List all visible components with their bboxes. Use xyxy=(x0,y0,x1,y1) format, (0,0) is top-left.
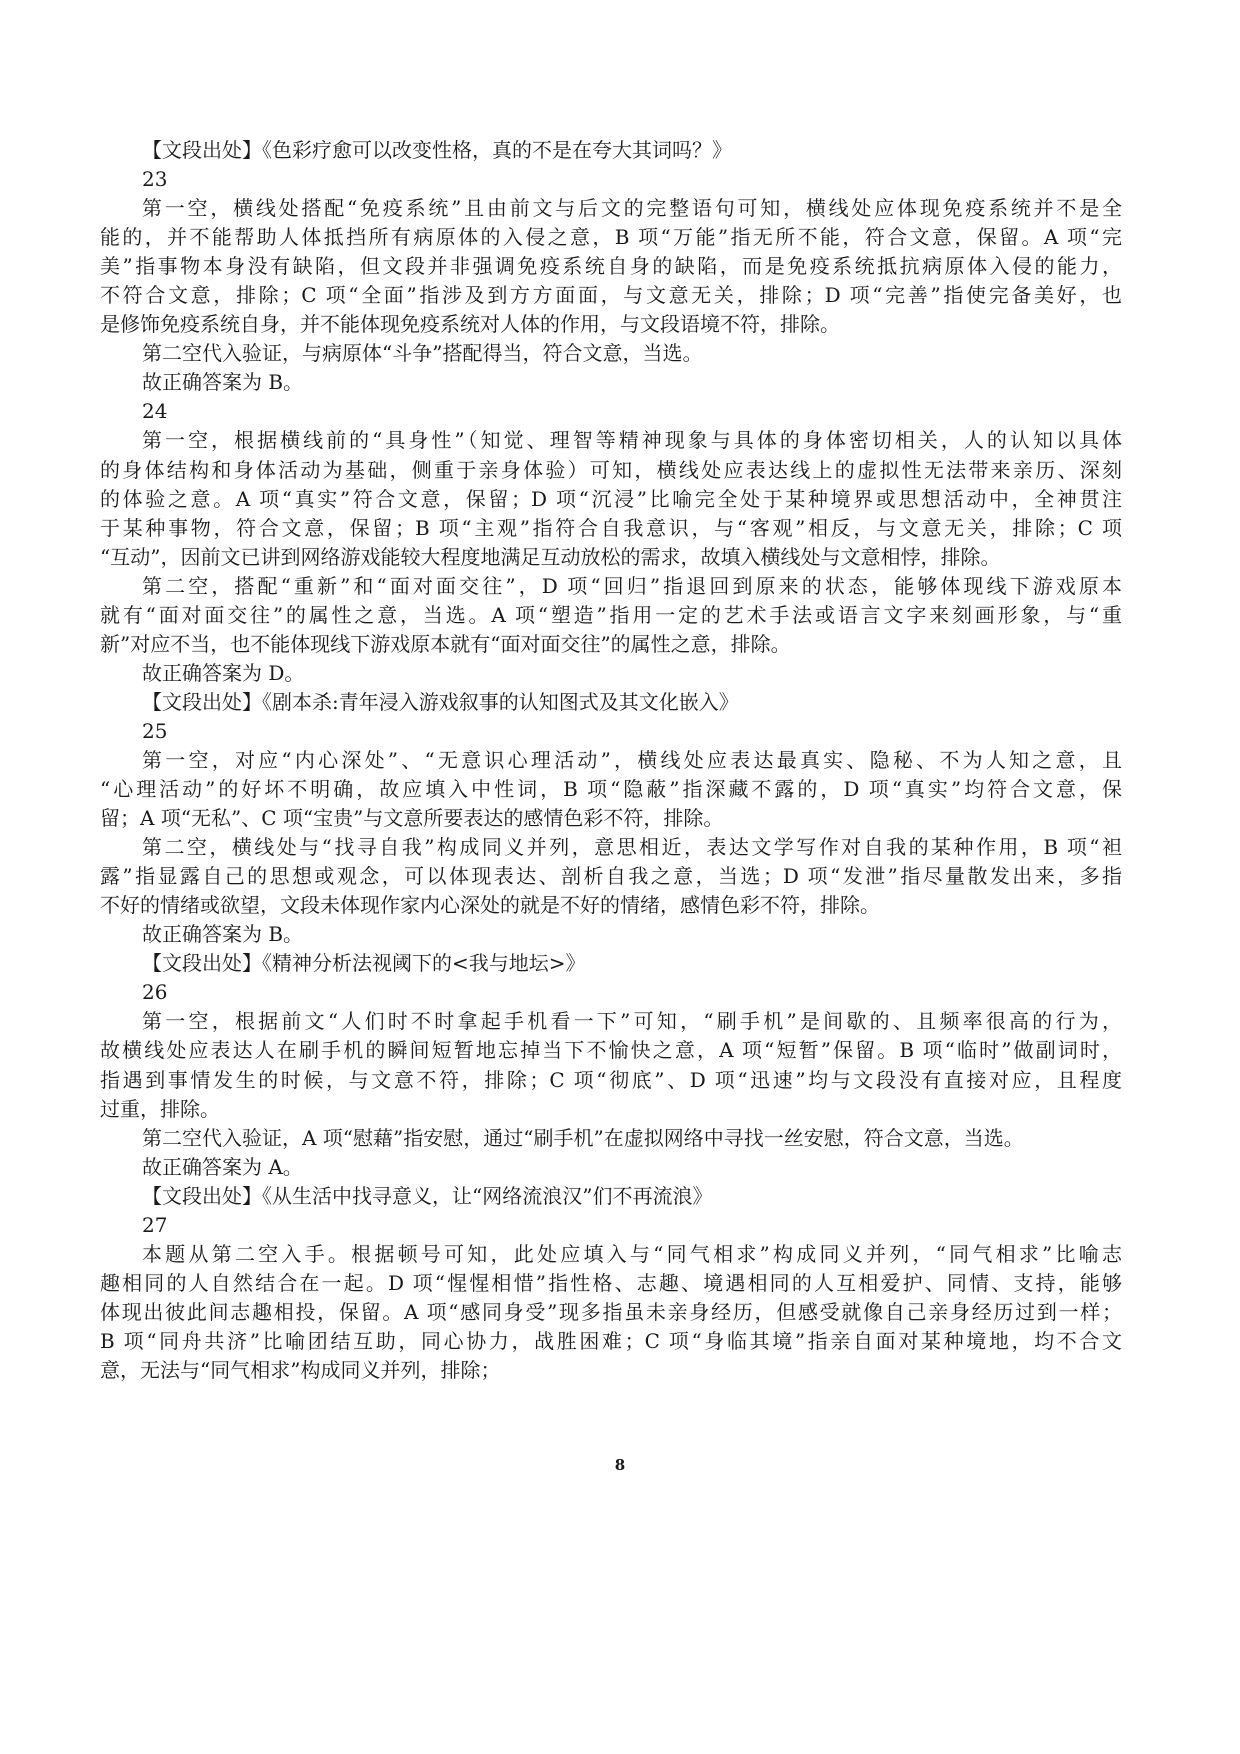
explanation-paragraph xyxy=(100,746,1122,833)
text-line: “互动”，因前文已讲到网络游戏能较大程度地满足互动放松的需求，故填入横线处与文意相悖，排除。 xyxy=(100,544,1001,569)
text-line: 23 xyxy=(142,167,168,192)
page-number: 8 xyxy=(614,1456,626,1474)
question-number xyxy=(100,397,1122,426)
text-line: 第一空，横线处搭配“免疫系统”且由前文与后文的完整语句可知，横线处应体现免疫系统并不是全 xyxy=(142,196,1122,221)
text-line: 第一空，根据前文“人们时不时拿起手机看一下”可知，“刷手机”是间歇的、且频率很高的行为， xyxy=(142,1009,1122,1034)
question-number xyxy=(100,1211,1122,1240)
text-line: 趣相同的人自然结合在一起。D 项“惺惺相惜”指性格、志趣、境遇相同的人互相爱护、同情、支持，能够 xyxy=(100,1270,1122,1295)
text-line: 意，无法与“同气相求”构成同义并列，排除； xyxy=(100,1357,501,1382)
text-line: 第一空，根据横线前的“具身性”（知觉、理智等精神现象与具体的身体密切相关，人的认知以具体 xyxy=(142,428,1122,453)
text-line: 就有“面对面交往”的属性之意，当选。A 项“塑造”指用一定的艺术手法或语言文字来刻画形象，与“重 xyxy=(100,602,1122,627)
source-citation xyxy=(100,136,1122,165)
question-number xyxy=(100,717,1122,746)
text-line: 的体验之意。A 项“真实”符合文意，保留；D 项“沉浸”比喻完全处于某种境界或思想活动中，全神贯注 xyxy=(100,486,1122,511)
text-line: 不符合文意，排除；C 项“全面”指涉及到方方面面，与文意无关，排除；D 项“完善”指使完备美好，也 xyxy=(100,283,1122,308)
text-line: 留；A 项“无私”、C 项“宝贵”与文意所要表达的感情色彩不符，排除。 xyxy=(100,806,724,831)
text-line: 于某种事物，符合文意，保留；B 项“主观”指符合自我意识，与“客观”相反，与文意无关，排除；C 项 xyxy=(100,515,1122,540)
text-line: 不好的情绪或欲望，文段未体现作家内心深处的就是不好的情绪，感情色彩不符，排除。 xyxy=(100,893,880,918)
text-line: 的身体结构和身体活动为基础，侧重于亲身体验）可知，横线处应表达线上的虚拟性无法带来亲历、深刻 xyxy=(100,457,1122,482)
answer-line xyxy=(100,659,1122,688)
text-line: 故横线处应表达人在刷手机的瞬间短暂地忘掉当下不愉快之意，A 项“短暂”保留。B 项“临时”做副词时， xyxy=(100,1038,1122,1063)
text-line: B 项“同舟共济”比喻团结互助，同心协力，战胜困难；C 项“身临其境”指亲自面对某种境地，均不合文 xyxy=(100,1328,1122,1353)
text-line: 美”指事物本身没有缺陷，但文段并非强调免疫系统自身的缺陷，而是免疫系统抵抗病原体入侵的能力， xyxy=(100,254,1122,279)
text-line: 【文段出处】《剧本杀:青年浸入游戏叙事的认知图式及其文化嵌入》 xyxy=(142,689,739,714)
text-line: 故正确答案为 B。 xyxy=(142,922,304,947)
text-line: 能的，并不能帮助人体抵挡所有病原体的入侵之意，B 项“万能”指无所不能，符合文意，保留。A 项“完 xyxy=(100,225,1122,250)
text-line: 26 xyxy=(142,980,168,1005)
text-line: 25 xyxy=(142,718,168,743)
text-line: “心理活动”的好坏不明确，故应填入中性词，B 项“隐蔽”指深藏不露的，D 项“真实”均符合文意，保 xyxy=(100,777,1122,802)
document-body xyxy=(100,136,1122,1385)
text-line: 24 xyxy=(142,399,168,424)
explanation-paragraph xyxy=(100,1007,1122,1123)
explanation-paragraph xyxy=(100,339,1122,368)
question-number xyxy=(100,165,1122,194)
text-line: 体现出彼此间志趣相投，保留。A 项“感同身受”现多指虽未亲身经历，但感受就像自己亲身经历过到一样； xyxy=(100,1299,1122,1324)
text-line: 露”指显露自己的思想或观念，可以体现表达、剖析自我之意，当选；D 项“发泄”指尽量散发出来，多指 xyxy=(100,864,1122,889)
answer-line xyxy=(100,368,1122,397)
text-line: 故正确答案为 A。 xyxy=(142,1154,303,1179)
answer-line xyxy=(100,1153,1122,1182)
explanation-paragraph xyxy=(100,833,1122,920)
text-line: 第二空代入验证，与病原体“斗争”搭配得当，符合文意，当选。 xyxy=(142,341,703,366)
explanation-paragraph xyxy=(100,194,1122,339)
text-line: 故正确答案为 B。 xyxy=(142,370,304,395)
source-citation xyxy=(100,949,1122,978)
explanation-paragraph xyxy=(100,426,1122,571)
text-line: 27 xyxy=(142,1212,168,1237)
text-line: 故正确答案为 D。 xyxy=(142,660,305,685)
text-line: 第二空代入验证，A 项“慰藉”指安慰，通过“刷手机”在虚拟网络中寻找一丝安慰，符合文意，当选。 xyxy=(142,1125,1024,1150)
source-citation xyxy=(100,1182,1122,1211)
text-line: 是修饰免疫系统自身，并不能体现免疫系统对人体的作用，与文段语境不符，排除。 xyxy=(100,312,840,337)
text-line: 【文段出处】《精神分析法视阈下的<我与地坛>》 xyxy=(142,951,586,976)
explanation-paragraph xyxy=(100,1124,1122,1153)
source-citation xyxy=(100,688,1122,717)
question-number xyxy=(100,978,1122,1007)
explanation-paragraph xyxy=(100,572,1122,659)
text-line: 第二空，横线处与“找寻自我”构成同义并列，意思相近，表达文学写作对自我的某种作用，B 项“袒 xyxy=(142,835,1122,860)
text-line: 【文段出处】《色彩疗愈可以改变性格，真的不是在夸大其词吗？》 xyxy=(142,138,732,162)
text-line: 指遇到事情发生的时候，与文意不符，排除；C 项“彻底”、D 项“迅速”均与文段没有直接对应，且程度 xyxy=(100,1067,1122,1092)
text-line: 【文段出处】《从生活中找寻意义，让“网络流浪汉”们不再流浪》 xyxy=(142,1183,713,1208)
explanation-paragraph xyxy=(100,1240,1122,1385)
text-line: 第一空，对应“内心深处”、“无意识心理活动”，横线处应表达最真实、隐秘、不为人知之意，且 xyxy=(142,747,1122,772)
text-line: 过重，排除。 xyxy=(100,1096,220,1121)
text-line: 新”对应不当，也不能体现线下游戏原本就有“面对面交往”的属性之意，排除。 xyxy=(100,631,791,656)
text-line: 第二空，搭配“重新”和“面对面交往”，D 项“回归”指退回到原来的状态，能够体现线下游戏原本 xyxy=(142,573,1122,598)
text-line: 本题从第二空入手。根据顿号可知，此处应填入与“同气相求”构成同义并列，“同气相求”比喻志 xyxy=(142,1241,1122,1266)
answer-line xyxy=(100,920,1122,949)
